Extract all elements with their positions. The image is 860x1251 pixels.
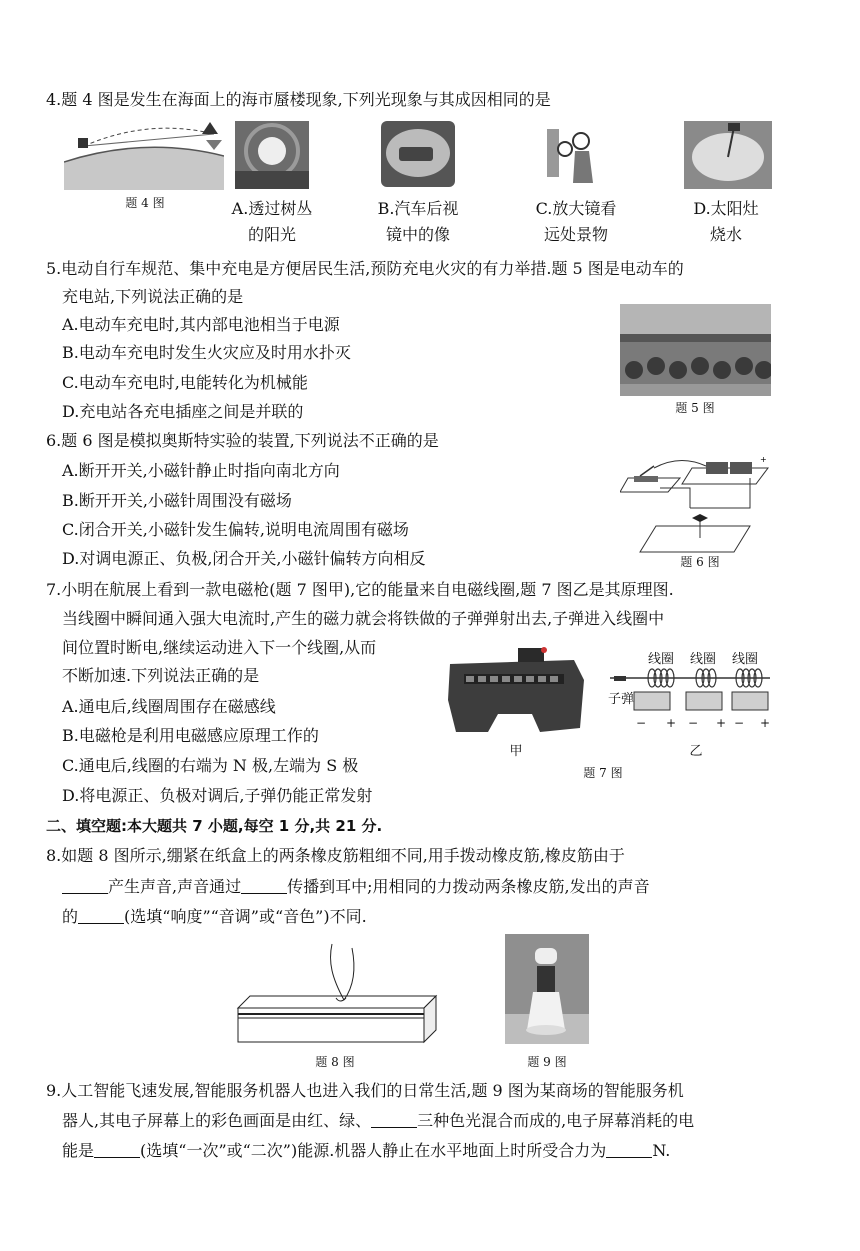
q7-option-b: B.电磁枪是利用电磁感应原理工作的	[62, 726, 319, 745]
q4-option-c: C.放大镜看 远处景物	[535, 199, 617, 244]
q7-stem-4: 不断加速.下列说法正确的是	[62, 666, 260, 685]
q5-stem-1: 5.电动自行车规范、集中充电是方便居民生活,预防充电火灾的有力举措.题 5 图是电动车的	[46, 259, 684, 278]
q9-blank-3[interactable]	[606, 1141, 652, 1158]
fig7-sub-b: 乙	[689, 744, 703, 759]
fig8-rubber-band-box	[232, 938, 438, 1046]
q6-option-a: A.断开开关,小磁针静止时指向南北方向	[62, 461, 340, 480]
fig7-caption: 题 7 图	[583, 766, 623, 780]
terminal-minus-3: −	[734, 716, 745, 730]
coil-label-3: 线圈	[731, 652, 758, 667]
q4-option-a: A.透过树丛 的阳光	[231, 199, 313, 244]
q8-blank-1[interactable]	[62, 877, 108, 894]
fig8-caption: 题 8 图	[315, 1055, 355, 1069]
q8-line-3: 的 (选填“响度”“音调”或“音色”)不同.	[62, 907, 367, 926]
q7-stem-2: 当线圈中瞬间通入强大电流时,产生的磁力就会将铁做的子弹弹射出去,子弹进入线圈中	[62, 609, 665, 628]
q6-option-b: B.断开开关,小磁针周围没有磁场	[62, 491, 292, 510]
terminal-plus-1: +	[666, 716, 677, 730]
fig5-photo-charging-station	[620, 304, 771, 396]
fig5-caption: 题 5 图	[675, 401, 715, 415]
terminal-plus-3: +	[760, 716, 771, 730]
fig9-caption: 题 9 图	[527, 1055, 567, 1069]
fig4a-photo-sunlight	[235, 121, 309, 189]
bullet-label: 子弹	[607, 692, 634, 707]
fig9-photo-service-robot	[505, 934, 589, 1044]
q7-stem-3: 间位置时断电,继续运动进入下一个线圈,从而	[62, 638, 377, 657]
q7-option-d: D.将电源正、负极对调后,子弹仍能正常发射	[62, 786, 373, 805]
q9-line-3: 能是 (选填“一次”或“二次”)能源.机器人静止在水平地面上时所受合力为 N.	[62, 1141, 671, 1160]
fig4-mirage	[64, 116, 224, 190]
q8-line-2: 产生声音,声音通过 传播到耳中;用相同的力拨动两条橡皮筋,发出的声音	[62, 876, 650, 898]
q8-blank-2[interactable]	[241, 877, 287, 894]
q6-option-c: C.闭合开关,小磁针发生偏转,说明电流周围有磁场	[62, 520, 409, 539]
q5-stem-2: 充电站,下列说法正确的是	[62, 287, 244, 306]
q7-stem-1: 7.小明在航展上看到一款电磁枪(题 7 图甲),它的能量来自电磁线圈,题 7 图乙是其原理图.	[46, 580, 674, 599]
fig4b-photo-mirror	[381, 121, 455, 187]
coil-label-2: 线圈	[689, 652, 716, 667]
q9-line-1: 9.人工智能飞速发展,智能服务机器人也进入我们的日常生活,题 9 图为某商场的智能服务机	[46, 1081, 684, 1100]
fig4c-magnifier	[545, 121, 613, 189]
q5-option-a: A.电动车充电时,其内部电池相当于电源	[62, 315, 340, 334]
svg-text:+: +	[760, 455, 767, 464]
q8-line-1: 8.如题 8 图所示,绷紧在纸盒上的两条橡皮筋粗细不同,用手拨动橡皮筋,橡皮筋由于	[46, 846, 625, 865]
coil-label-1: 线圈	[647, 652, 674, 667]
fig6-caption: 题 6 图	[680, 555, 720, 569]
q5-option-c: C.电动车充电时,电能转化为机械能	[62, 373, 308, 392]
q7-option-a: A.通电后,线圈周围存在磁感线	[62, 697, 276, 716]
q7-option-c: C.通电后,线圈的右端为 N 极,左端为 S 极	[62, 756, 359, 775]
q9-blank-2[interactable]	[94, 1141, 140, 1158]
fig4d-photo-solar-cooker	[684, 121, 772, 189]
q4-stem: 4.题 4 图是发生在海面上的海市蜃楼现象,下列光现象与其成因相同的是	[46, 90, 551, 109]
q9-line-2: 器人,其电子屏幕上的彩色画面是由红、绿、 三种色光混合而成的,电子屏幕消耗的电	[62, 1111, 695, 1130]
q6-stem: 6.题 6 图是模拟奥斯特实验的装置,下列说法不正确的是	[46, 431, 439, 450]
mirage-illustration	[64, 116, 224, 190]
fig6-oersted-apparatus	[620, 452, 770, 556]
q5-option-d: D.充电站各充电插座之间是并联的	[62, 402, 304, 421]
terminal-minus-2: −	[688, 716, 699, 730]
fig7-sub-a: 甲	[509, 744, 523, 759]
q6-option-d: D.对调电源正、负极,闭合开关,小磁针偏转方向相反	[62, 549, 426, 568]
q4-option-b: B.汽车后视 镜中的像	[377, 199, 459, 244]
q4-option-d: D.太阳灶 烧水	[693, 199, 759, 244]
section-2-heading: 二、填空题:本大题共 7 小题,每空 1 分,共 21 分.	[46, 817, 383, 835]
terminal-plus-2: +	[716, 716, 727, 730]
q9-blank-1[interactable]	[371, 1111, 417, 1128]
fig7a-coilgun	[444, 640, 592, 738]
fig4-caption: 题 4 图	[125, 196, 165, 210]
q5-option-b: B.电动车充电时发生火灾应及时用水扑灭	[62, 343, 351, 362]
terminal-minus-1: −	[636, 716, 647, 730]
q8-blank-3[interactable]	[78, 907, 124, 924]
